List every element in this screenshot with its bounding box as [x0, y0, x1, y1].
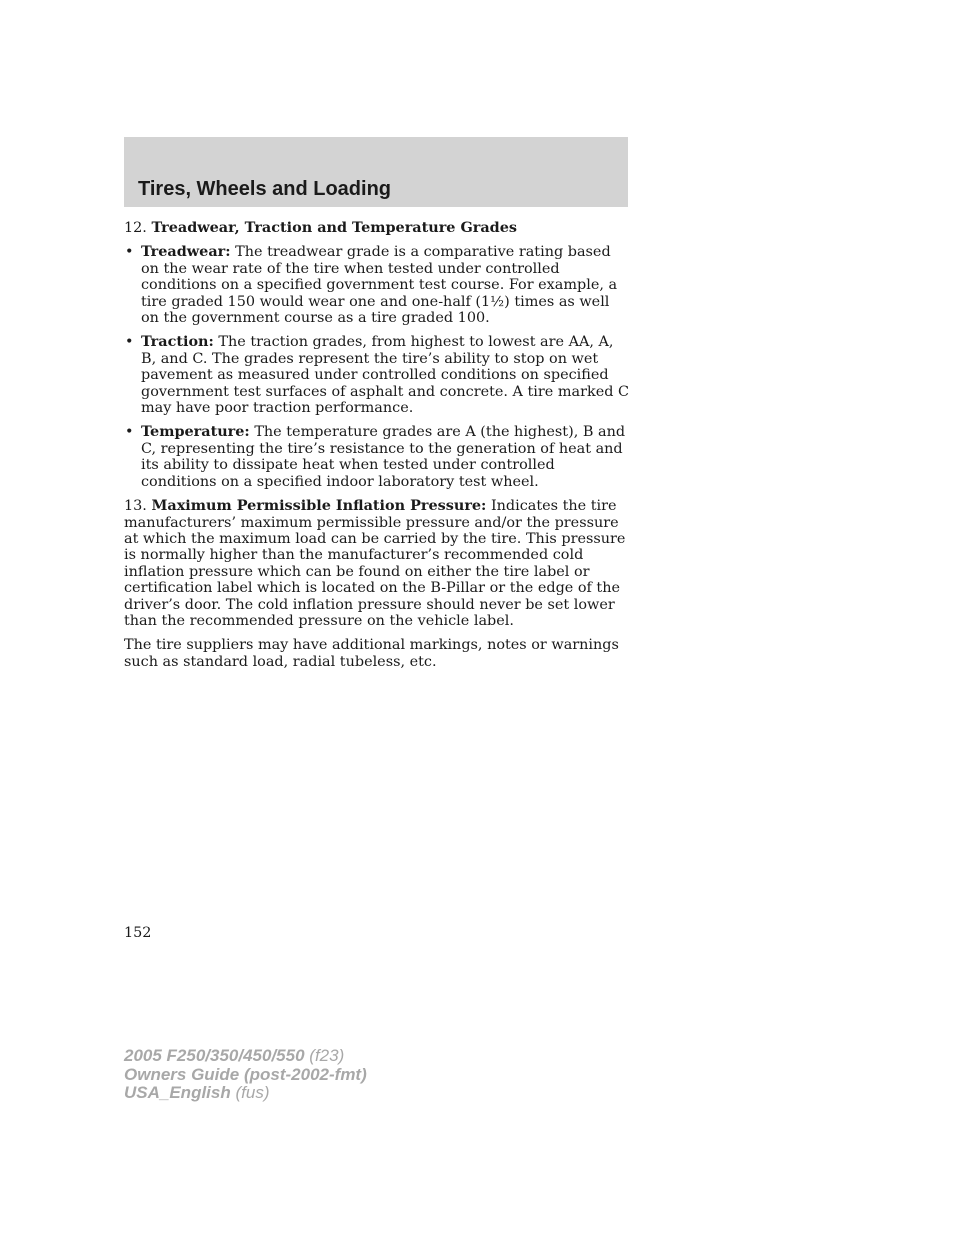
section-12-number: 12.	[124, 220, 147, 236]
temperature-text: The temperature grades are A (the highest), B and C, representing the tire’s resistance to the generation of heat and its ability to dissipate heat when tested under controlled conditions on a specified indoor laboratory test wheel.	[141, 424, 626, 490]
footer-line-3	[124, 1084, 367, 1103]
section-12-title: Treadwear, Traction and Temperature Grades	[151, 219, 517, 236]
temperature-term: Temperature:	[141, 423, 250, 441]
grades-list	[124, 244, 630, 490]
footer-guide: Owners Guide (post-2002-fmt)	[124, 1064, 367, 1084]
footer-model: 2005 F250/350/450/550	[124, 1046, 305, 1065]
bullet-icon: •	[125, 334, 134, 351]
footer-language-code: (fus)	[235, 1083, 270, 1102]
traction-term: Traction:	[141, 333, 214, 351]
list-item-traction	[124, 334, 630, 416]
footer-line-1	[124, 1047, 367, 1066]
section-13-number: 13.	[124, 498, 147, 515]
page-number: 152	[124, 925, 152, 941]
closing-paragraph: The tire suppliers may have additional markings, notes or warnings such as standard load, radial tubeless, etc.	[124, 637, 619, 670]
bullet-icon: •	[125, 424, 134, 441]
list-item-temperature	[124, 424, 630, 490]
section-13-paragraph	[124, 498, 630, 629]
main-content	[124, 220, 630, 678]
section-13-text: Indicates the tire manufacturers’ maximum permissible pressure and/or the pressure at which the maximum load can be carried by the tire. This pressure is normally higher than the manufacturer’s recommended cold inflation pressure which can be found on either the tire label or certification label which is located on the B-Pillar or the edge of the driver’s door. The cold inflation pressure should never be set lower than the recommended pressure on the vehicle label.	[124, 498, 626, 629]
section-header-band	[124, 137, 628, 207]
page-title: Tires, Wheels and Loading	[138, 178, 392, 200]
traction-text: The traction grades, from highest to lowest are AA, A, B, and C. The grades represent the tire’s ability to stop on wet pavement as measured under controlled conditions on specified government test surfaces of asphalt and concrete. A tire marked C may have poor traction performance.	[141, 334, 630, 417]
document-footer	[124, 1047, 367, 1103]
footer-language: USA_English	[124, 1083, 231, 1102]
treadwear-term: Treadwear:	[141, 243, 231, 261]
treadwear-text: The treadwear grade is a comparative rating based on the wear rate of the tire when tested under controlled conditions on a specified government test course. For example, a tire graded 150 would wear one and one-half (1½) times as well on the government course as a tire graded 100.	[141, 244, 618, 327]
section-13-term: Maximum Permissible Inflation Pressure:	[151, 497, 487, 515]
bullet-icon: •	[125, 244, 134, 261]
footer-model-code: (f23)	[309, 1046, 345, 1065]
footer-line-2	[124, 1066, 367, 1085]
section-12-heading	[124, 220, 630, 236]
list-item-treadwear	[124, 244, 630, 326]
